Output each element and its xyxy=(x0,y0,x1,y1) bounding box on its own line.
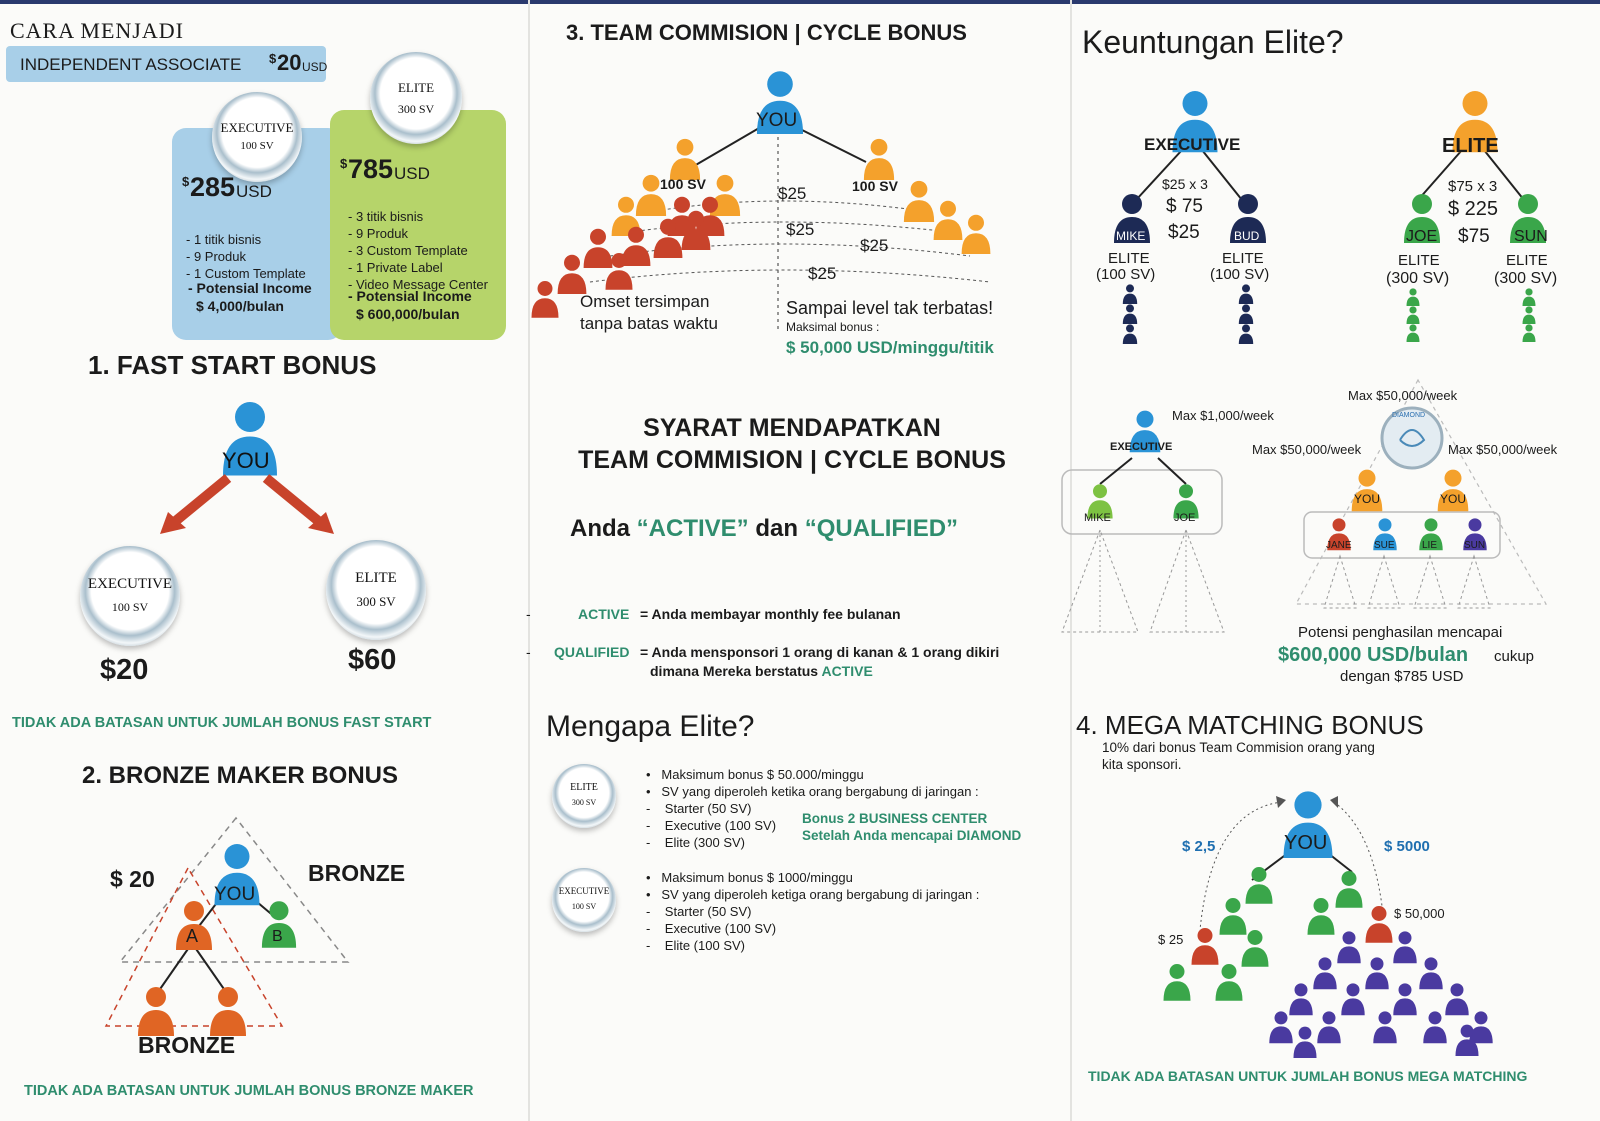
dan-text: dan xyxy=(755,515,799,542)
exec-price-symbol: $ xyxy=(182,174,190,189)
pay-2: $25 xyxy=(786,220,815,239)
badge-name: ELITE xyxy=(397,80,435,95)
potensi-text: Potensi penghasilan mencapai xyxy=(1298,624,1503,641)
pay-4: $25 xyxy=(808,264,837,283)
mega-desc-1: 10% dari bonus Team Commision orang yang xyxy=(1102,740,1375,755)
mega-you-label: YOU xyxy=(1284,832,1328,854)
bud-label: BUD xyxy=(1234,229,1260,243)
cara-menjadi-title: CARA MENJADI xyxy=(10,18,184,43)
ia-usd: USD xyxy=(302,60,328,74)
mike-label: MIKE xyxy=(1116,229,1146,243)
active-def: = Anda membayar monthly fee bulanan xyxy=(640,606,901,622)
sv-left: 100 SV xyxy=(660,176,706,192)
qualified-def-1: = Anda mensponsori 1 orang di kanan & 1 orang dikiri xyxy=(640,644,1000,660)
team-commission-title: 3. TEAM COMMISION | CYCLE BONUS xyxy=(566,20,967,45)
list-item: - 3 Custom Template xyxy=(348,243,468,258)
badge-sv: 100 SV xyxy=(240,140,274,152)
small-mike-label: MIKE xyxy=(1084,512,1111,524)
qualified-def-2: dimana Mereka berstatus ACTIVE xyxy=(650,663,873,679)
ia-price-symbol: $ xyxy=(269,51,277,66)
list-item: - Elite (300 SV) xyxy=(646,835,745,850)
list-item: • SV yang diperoleh ketiga orang bergabung di jaringan : xyxy=(646,887,980,902)
elite-each: $75 xyxy=(1458,226,1490,247)
mengapa-exec-badge xyxy=(552,868,616,932)
mega-desc-2: kita sponsori. xyxy=(1102,757,1182,772)
badge-sv: 300 SV xyxy=(356,594,396,609)
list-item: - 9 Produk xyxy=(186,249,246,264)
list-item: - Video Message Center xyxy=(348,277,488,292)
omset-line-1: Omset tersimpan xyxy=(580,292,710,311)
bronze-amount: $ 20 xyxy=(110,866,155,892)
mega-50000-amount: $ 50,000 xyxy=(1394,906,1445,921)
list-item: - 3 titik bisnis xyxy=(348,209,424,224)
list-item: - Starter (50 SV) xyxy=(646,904,752,919)
sun-label: SUN xyxy=(1514,228,1548,245)
exec-reasons-list xyxy=(646,869,979,954)
sun-sv: (300 SV) xyxy=(1494,270,1558,287)
fast-start-title: 1. FAST START BONUS xyxy=(88,350,377,380)
active-qualified-line xyxy=(570,515,958,543)
mega-right-amount: $ 5000 xyxy=(1384,838,1430,855)
bronze-title: 2. BRONZE MAKER BONUS xyxy=(82,762,399,789)
bonus-2bc-line-2: Setelah Anda mencapai DIAMOND xyxy=(802,828,1022,843)
cukup-text: cukup xyxy=(1494,648,1535,665)
exec-price: 285 xyxy=(190,172,236,202)
exec-income-value: $ 4,000/bulan xyxy=(196,298,284,314)
badge-sv: 100 SV xyxy=(571,902,597,911)
list-item: • SV yang diperoleh ketika orang bergabung di jaringan : xyxy=(646,784,979,799)
name-lie: LIE xyxy=(1422,540,1438,551)
list-item: • Maksimum bonus $ 50.000/minggu xyxy=(646,767,864,782)
bronze-note: TIDAK ADA BATASAN UNTUK JUMLAH BONUS BRONZE MAKER xyxy=(24,1083,474,1099)
mike-sv: (100 SV) xyxy=(1096,266,1156,283)
team-you-label: YOU xyxy=(756,110,798,131)
list-item: - 1 Private Label xyxy=(348,260,443,275)
active-quote: “ACTIVE” xyxy=(636,515,749,542)
elite-income-value: $ 600,000/bulan xyxy=(356,306,460,322)
active-key: ACTIVE xyxy=(578,606,630,622)
keuntungan-title: Keuntungan Elite? xyxy=(1082,24,1344,60)
mega-note: TIDAK ADA BATASAN UNTUK JUMLAH BONUS MEGA MATCHING xyxy=(1088,1068,1528,1084)
ia-label: INDEPENDENT ASSOCIATE xyxy=(20,55,242,74)
fast-start-note: TIDAK ADA BATASAN UNTUK JUMLAH BONUS FAST START xyxy=(12,715,432,731)
panel-right xyxy=(1072,0,1600,1121)
badge-sv: 300 SV xyxy=(397,102,435,116)
mengapa-elite-badge xyxy=(552,764,616,828)
ia-price: 20 xyxy=(277,50,302,75)
mega-matching-title: 4. MEGA MATCHING BONUS xyxy=(1076,710,1424,740)
bronze-child-icon xyxy=(138,987,174,1036)
elite-price: 785 xyxy=(348,154,394,184)
elite-label: ELITE xyxy=(1442,135,1499,157)
pay-3: $25 xyxy=(860,236,889,255)
list-item: - 9 Produk xyxy=(348,226,408,241)
anda-text: Anda xyxy=(570,515,630,542)
bud-sv: (100 SV) xyxy=(1210,266,1270,283)
max-50k-right: Max $50,000/week xyxy=(1448,442,1558,457)
name-jane: JANE xyxy=(1326,540,1352,551)
max-50k-left: Max $50,000/week xyxy=(1252,442,1362,457)
potensi-value: $600,000 USD/bulan xyxy=(1278,644,1469,666)
bronze-you-label: YOU xyxy=(214,884,256,905)
joe-sv: (300 SV) xyxy=(1386,270,1450,287)
qualified-quote: “QUALIFIED” xyxy=(804,515,959,542)
bonus-2bc-line-1: Bonus 2 BUSINESS CENTER xyxy=(802,811,988,826)
badge-sv: 100 SV xyxy=(111,600,149,614)
elite-income-label: - Potensial Income xyxy=(348,288,472,304)
exec-income-label: - Potensial Income xyxy=(188,280,312,296)
diamond-label: DIAMOND xyxy=(1392,412,1426,419)
level-text: Sampai level tak terbatas! xyxy=(786,298,994,318)
bronze-a-label: A xyxy=(186,926,199,946)
list-item: - Elite (100 SV) xyxy=(646,938,745,953)
exec-usd: USD xyxy=(236,182,272,201)
bronze-label-bottom: BRONZE xyxy=(138,1032,236,1058)
exec-calc: $25 x 3 xyxy=(1162,176,1208,192)
bronze-diagram xyxy=(0,0,528,1121)
fast-elite-amount: $60 xyxy=(348,644,397,676)
bronze-b-label: B xyxy=(272,928,283,945)
sun-status: ELITE xyxy=(1506,252,1548,269)
syarat-line-1: SYARAT MENDAPATKAN xyxy=(643,414,941,442)
list-item: - 1 titik bisnis xyxy=(186,232,262,247)
list-item: • Maksimum bonus $ 1000/minggu xyxy=(646,870,853,885)
fast-you-label: YOU xyxy=(222,448,270,473)
bud-status: ELITE xyxy=(1222,250,1264,267)
qualified-active-word: ACTIVE xyxy=(821,663,873,679)
mega-matching-diagram xyxy=(1072,0,1600,1121)
mengapa-elite-title: Mengapa Elite? xyxy=(546,710,755,743)
badge-name: EXECUTIVE xyxy=(220,120,294,135)
joe-label: JOE xyxy=(1406,228,1438,245)
max-bonus-label: Maksimal bonus : xyxy=(786,320,880,334)
small-you-left: YOU xyxy=(1354,492,1381,506)
elite-price-symbol: $ xyxy=(340,156,348,171)
sv-right: 100 SV xyxy=(852,178,898,194)
bronze-child-icon xyxy=(210,987,246,1036)
list-item: - Executive (100 SV) xyxy=(646,921,777,936)
exec-label: EXECUTIVE xyxy=(1144,135,1241,154)
panel-left xyxy=(0,0,528,1121)
bronze-label-right: BRONZE xyxy=(308,860,406,886)
panel-middle: 3. TEAM COMMISION | CYCLE BONUS YOU 100 SV 100 SV $25 $25 $25 $25 Omset tersimpan tanpa batas waktu Sampai level tak terbatas! Maksimal bonus : $ 50,000 USD/minggu/titik SYARAT MENDAPATKAN TEAM COMMISION | CYCLE BONUS Anda “ACTIVE” dan “QUALIFIED” - ACTIVE = Anda membayar monthly fee bulanan - QUALIFIED = Anda mensponsori 1 orang di kanan & 1 orang dikiri dimana Mereka berstatus ACTIVE Mengapa Elite? ELITE 300 SV • Maksimum bonus $ 50.000/minggu • SV yang diperoleh ketika orang bergabung di jaringan : - Starter (50 SV) - Executive (100 SV) - Elite (300 SV) Bonus 2 BUSINESS CENTER Setelah Anda mencapai DIAMOND EXECUTIVE 100 SV • Maksimum bonus $ 1000/minggu • SV yang diperoleh ketiga orang bergabung di jaringan : - Starter (50 SV) - Executive (100 SV) - Elite (100 SV) xyxy=(530,0,1070,1121)
list-item: - Starter (50 SV) xyxy=(646,801,752,816)
list-item: - Executive (100 SV) xyxy=(646,818,777,833)
badge-name: EXECUTIVE xyxy=(558,886,610,896)
dengan-text: dengan $785 USD xyxy=(1340,668,1464,685)
mega-25-amount: $ 25 xyxy=(1158,932,1184,947)
qualified-key: QUALIFIED xyxy=(554,644,630,660)
elite-usd: USD xyxy=(394,164,430,183)
small-you-right: YOU xyxy=(1440,492,1467,506)
pay-1: $25 xyxy=(778,184,807,203)
mike-status: ELITE xyxy=(1108,250,1150,267)
name-sun: SUN xyxy=(1464,540,1486,551)
badge-name: ELITE xyxy=(355,570,397,586)
name-sue: SUE xyxy=(1374,540,1395,551)
omset-line-2: tanpa batas waktu xyxy=(580,314,718,333)
fast-exec-amount: $20 xyxy=(100,654,149,686)
elite-total: $ 225 xyxy=(1448,198,1499,220)
list-item: - 1 Custom Template xyxy=(186,266,306,281)
max-1000-label: Max $1,000/week xyxy=(1172,408,1274,423)
small-joe-label: JOE xyxy=(1174,512,1196,524)
exec-total: $ 75 xyxy=(1166,196,1203,217)
elite-calc: $75 x 3 xyxy=(1448,178,1498,195)
badge-name: EXECUTIVE xyxy=(87,576,173,592)
small-exec-label: EXECUTIVE xyxy=(1110,441,1173,453)
mega-left-amount: $ 2,5 xyxy=(1182,838,1216,855)
exec-each: $25 xyxy=(1168,222,1200,243)
badge-sv: 300 SV xyxy=(571,798,597,807)
badge-name: ELITE xyxy=(570,782,598,793)
joe-status: ELITE xyxy=(1398,252,1440,269)
syarat-line-2: TEAM COMMISION | CYCLE BONUS xyxy=(578,446,1006,474)
max-bonus-value: $ 50,000 USD/minggu/titik xyxy=(786,338,994,357)
max-50k-top: Max $50,000/week xyxy=(1348,388,1458,403)
